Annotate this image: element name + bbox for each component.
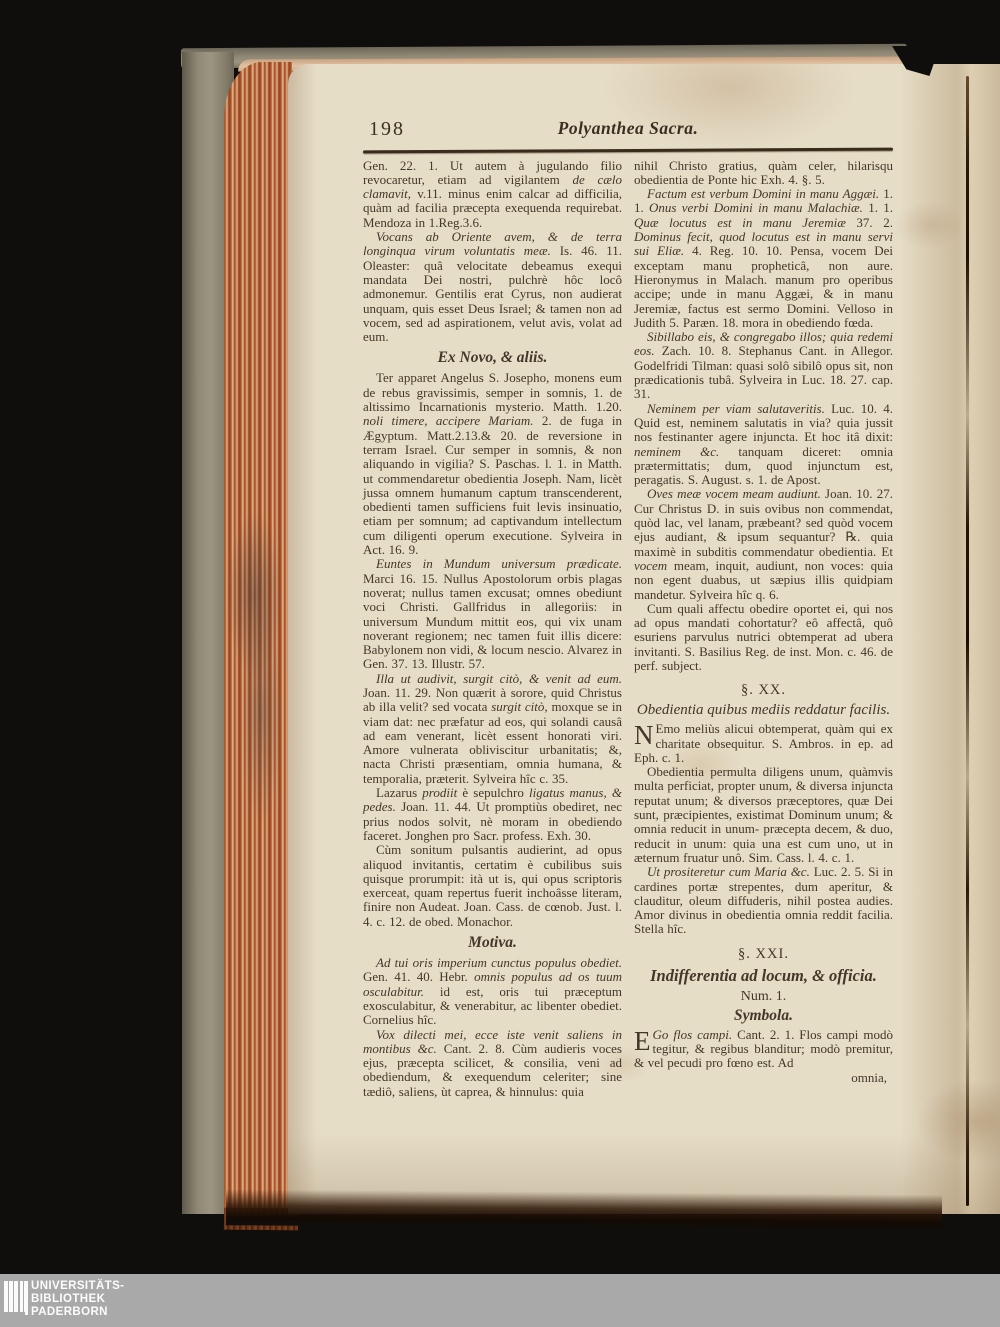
logo-dot [24,1281,28,1312]
section-heading [634,682,893,698]
text-run: vocem [634,557,668,573]
section-heading [363,934,622,952]
text-run: nihil Christo gratius, quàm celer, hilarisqu obedientia de Ponte hic Exh. 4. §. 5. [634,157,893,187]
section-heading [634,989,893,1005]
text-run: Neminem per viam salutaveritis. [647,400,825,416]
text-run: ligatus manus, & pedes. [363,785,622,815]
text-run: Euntes in Mundum universum prædicate. [376,556,622,572]
paragraph [634,1025,893,1071]
catchword [634,1071,893,1085]
text-run: Ut prositeretur cum Maria &c. [647,864,810,880]
text-run: Joan. 10. 27. Cur Christus D. in suis ovibus non commendat, quòd lac, vel lanam, præbeant? sed quòd vocem ejus audiant, & ipsum sequantur? ℞. quia maximè in subditis commendatur obedientia. Et [634,486,893,559]
text-run: Cant. 2. 1. Flos campi modò tegitur, & regibus blanditur; modò premitur, & vel pecudi pro fœno est. Ad [634,1026,893,1071]
text-run: Zach. 10. 8. Stephanus Cant. in Allegor. Godelfridi Tilman: quasi solô sibilô opus sit, non prædicationis tubâ. Sylveira in Luc. 18. 27. cap. 31. [634,343,893,402]
paragraph [634,402,893,488]
text-run: Luc. 10. 4. Quid est, neminem salutatis in via? quia jussit nos festinanter agere injuncta. Et hoc itâ dixit: [634,400,893,445]
text-run: Ter apparet Angelus S. Josepho, monens eum de rebus gravissimis, semper in somnis, 1. de altissimo Incarnationis mysterio. Matth. 1.20. [363,370,622,415]
paragraph [634,722,893,765]
text-run: Oves meæ vocem meam audiunt. [647,486,821,502]
text-run: Marci 16. 15. Nullus Apostolorum orbis plagas noverat; nullus tamen excusat; omnes obediunt voci Christi. Gallfridus in allegoriis: in universum Mundum mittit eos, qui vix unam noverant regionem; nec tamen fuit illis dicere: Babylonem non vidi, & locum nescio. Alvarez in Gen. 37. 13. Illustr. 57. [363,570,622,672]
text-run: id est, oris tui præceptum exosculabitur, & venerabitur, ac libenter obediet. Cornelius hîc. [363,983,622,1028]
library-name-line: UNIVERSITÄTS- [31,1280,125,1292]
paragraph [634,602,893,673]
text-run: Vox dilecti mei, ecce iste venit saliens in montibus &c. [363,1026,622,1056]
text-run: Symbola. [734,1006,793,1024]
page-bottom-shadow [226,1189,942,1231]
text-run: 37. 2. [845,214,893,230]
text-run: omnia, [851,1069,887,1085]
text-run: §. XX. [740,682,787,699]
text-run: Illa ut audivit, surgit citò, & venit ad eum. [376,670,622,686]
paragraph [634,330,893,401]
text-run: Quæ locutus est in manu Jeremiæ [634,214,846,230]
text-run: meam, inquit, audiunt, non voces: quia non egent duabus, ut sæpius illis quidpiam mandetur. Sylveira hîc q. 6. [634,557,893,602]
binding-gutter-seam [966,76,969,1206]
text-run: Cum quali affectu obedire oportet ei, qui nos ad opus mandati cohortatur? eô affectâ, quô esuriens parvulus nutrici obtemperat ad ubera invitanti. S. Basilius Reg. de inst. Mon. c. 46. de perf. subject. [634,600,893,673]
paragraph [363,956,622,1027]
text-run: §. XXI. [738,945,789,962]
text-run: neminem &c. [634,443,720,459]
text-run: Factum est verbum Domini in manu Aggæi. [647,186,880,202]
left-column [363,159,622,1099]
text-run: Is. 46. 11. Oleaster: quâ velocitate debeamus exequi mandata Dei nostri, pulchrè hôc locô admonemur. Gentilis erat Cyrus, non audierat unquam, quis esset Deus Israel; & tamen non ad vocem, sed ad aspirationem, velut avis, volat ad eum. [363,243,622,345]
text-run: Luc. 2. 5. Si in cardines portæ strepentes, dum aperitur, & clauditur, oleum diffuderis, nihil postea audies. Amor divinus in obedientia omnia reddit facilia. Stella hîc. [634,864,893,937]
paragraph [634,159,893,188]
paragraph [634,187,893,330]
paragraph [634,765,893,865]
text-run: 1. 1. [862,200,893,216]
text-run: Cant. 2. 8. Cùm audieris voces ejus, præcepta scilicet, & consilia, veni ad obediendum, & exequendum celeriter; sine tædiô, saliens, ùt caprea, & hinnulus: quia [363,1040,622,1099]
text-run: 2. de fuga in Ægyptum. Matt.2.13.& 20. de reversione in terram Israel. Cur semper in somnis, & non aliquando in vigilia? S. Paschas. l. 1. in Matth. ut commendaretur obedientia Joseph. Nam, licèt jussa omnem humanum captum transcenderent, obedienti tamen sufficiens fuit levis insinuatio, etiam per somnum; ad captivandum intellectum cum diligenti operum executione. Sylveira in Act. 16. 9. [363,413,622,558]
text-run: Obedientia permulta diligens unum, quàmvis multa perficiat, propter unum, & diversa injuncta reputat unum; & diversos præceptores, quæ Dei sunt, præcipientes, existimat Dominum unum; & omnia reducit in unum- præcepta decem, & duo, reducit in unum: quia una est cum uno, ut in æternum fruatur unô. Sim. Cass. l. 4. c. 1. [634,764,893,865]
section-heading [634,702,893,719]
paragraph [363,672,622,786]
drop-cap: E [634,1025,651,1056]
page-stack-fore-edge [224,62,292,1222]
paragraph [363,557,622,671]
text-run: Sibillabo eis, & congregabo illos; quia redemi eos. [634,329,893,359]
text-run: Joan. 11. 44. Ut promptiùs obediret, nec prius nodos solvit, nè moram in obediendo faceret. Jonghen pro Sacr. profess. Exh. 30. [363,799,622,843]
text-run: Go flos campi. [652,1026,733,1042]
text-run: Onus verbi Domini in manu Malachiæ. [649,200,863,216]
text-run: de cælo clamavit [363,171,622,202]
text-run: è sepulchro [457,785,529,801]
text-run: Vocans ab Oriente avem, & de terra longinqua virum voluntatis meæ. [363,229,622,259]
paragraph [363,843,622,929]
paragraph [363,371,622,557]
logo-bar [20,1281,24,1312]
logo-bar [14,1281,18,1312]
header-rule [363,148,893,153]
text-run: , v.11. minus enim calcar ad difficilia, quàm ad facilia præcepta exequenda requirebat. Mendoza in 1.Reg.3.6. [363,186,622,230]
right-column [634,159,893,1099]
text-run: Indifferentia ad locum, & officia. [650,965,877,985]
text-run: Motiva. [468,934,517,952]
library-footer-bar [0,1274,1000,1327]
section-heading [634,946,893,962]
logo-bar [4,1281,8,1312]
paragraph [634,865,893,936]
text-run: Dominus fecit, quod locutus est in manu servi sui Eliæ. [634,229,893,259]
text-run: Ad tui oris imperium cunctus populus obediet. [376,955,622,971]
text-run: surgit citò [491,699,545,715]
library-name-line: BIBLIOTHEK [31,1293,106,1305]
text-run: Emo meliùs alicui obtemperat, quàm qui ex charitate obsequitur. S. Ambros. in ep. ad Eph. c. 1. [634,721,893,765]
paragraph [363,230,622,344]
logo-bar [9,1281,13,1312]
text-run: Num. 1. [740,988,787,1004]
text-run: Gen. 22. 1. Ut autem à jugulando filio revocaretur, etiam ad vigilantem [363,157,622,187]
section-heading [634,966,893,985]
text-run: prodiit [422,785,458,801]
text-run: 1. 1. [634,186,893,216]
text-run: omnis populus ad os tuum osculabitur. [363,969,623,999]
text-run: Obedientia quibus mediis reddatur facilis. [636,702,891,719]
paragraph [363,1028,622,1099]
text-run: tanquam diceret: omnia prætermittatis; dum, quod injunctum est, peragatis. S. August. s. 1. de Apost. [634,443,893,488]
page-header [363,116,893,146]
text-run: Lazarus [376,785,423,801]
library-name-line: PADERBORN [31,1306,108,1318]
running-title: Polyanthea Sacra. [557,118,699,138]
text-columns [363,159,893,1099]
text-run: , moxque se in viam dat: nec præfatur ad eos, qui solandi causâ ad eam venerant, licèt essent honorati viri. Amore vulnerata obliviscitur urbanitatis; &, nacta Christi præsentiam, omnia humana, & temporalia, præterit. Sylveira hîc c. 35. [363,699,622,786]
paragraph [634,487,893,601]
section-heading [634,1007,893,1024]
drop-cap: N [634,720,654,751]
text-run: Joan. 11. 29. Non quærit à sorore, quid Christus ab illa velit? sed vocata [363,684,622,715]
page-number: 198 [369,118,405,140]
section-heading [363,349,622,367]
text-run: Cùm sonitum pulsantis audierint, ad opus aliquod invitantis, certatim è cubilibus suis quisque prorumpit: ità ut is, qui opus scriptoris exerceat, quam repertus fuerit inchoâsse literam, finire non Audeat. Joan. Cass. de cœnob. Just. l. 4. c. 12. de obed. Monachor. [363,842,622,929]
library-name [31,1280,124,1319]
paragraph [363,159,622,230]
text-run: Gen. 41. 40. Hebr. [363,969,475,985]
text-run: 4. Reg. 10. 10. Pensa, vocem Dei exceptam manu propheticâ, non aure. Hieronymus in Malach. manum pro operibus accipe; unde in manu Aggæi, & in manu Jeremiæ, factus est sermo Domini. Velloso in Judith 5. Paræn. 18. mora in obediendo fœda. [634,243,893,330]
text-run: noli timere, accipere Mariam. [363,413,534,429]
text-run: Ex Novo, & aliis. [437,349,548,367]
printed-content [363,116,893,1099]
library-logo-icon [4,1281,28,1325]
paragraph [363,786,622,843]
